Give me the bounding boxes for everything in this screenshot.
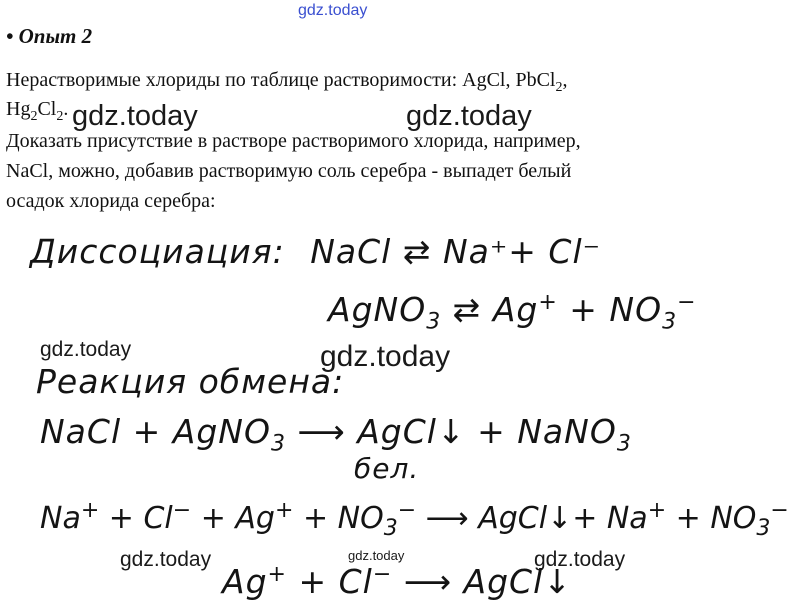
- eq5-part-c: ⟶ AgCl↓: [392, 562, 572, 601]
- eq2-part-c: + NO: [557, 290, 663, 329]
- eq4-sub2: 3: [756, 516, 771, 541]
- text-line-2-hg: Hg: [6, 98, 31, 120]
- dissociation-label: Диссоциация:: [30, 232, 285, 271]
- eq4-part-c: + Ag: [191, 501, 275, 536]
- eq4-part-a: Na: [40, 501, 81, 536]
- eq3-part-a: NaCl + AgNO: [40, 412, 271, 451]
- text-line-4: NaCl, можно, добавив растворимую соль серебра - выпадет белый: [6, 160, 572, 182]
- eq5-sup1: +: [267, 562, 287, 587]
- eq4-sup1: +: [80, 498, 100, 523]
- eq3-sub: 3: [270, 431, 286, 457]
- exchange-eq-molecular: [40, 412, 632, 457]
- dissociation-line: [30, 232, 601, 271]
- eq4-sup5: +: [647, 498, 667, 523]
- text-line-2: [6, 96, 68, 130]
- eq2-sup2: −: [677, 290, 697, 315]
- exchange-label: Реакция обмена:: [36, 362, 345, 401]
- eq4-sup3: +: [274, 498, 294, 523]
- eq3-part-b: ⟶ AgCl↓ + NaNO: [285, 412, 617, 451]
- text-line-1-main: Нерастворимые хлориды по таблице растворимости: AgCl, PbCl: [6, 69, 556, 91]
- watermark-left-small: gdz.today: [40, 338, 132, 361]
- eq3-sub2: 3: [616, 431, 632, 457]
- eq4-part-f: + NO: [666, 501, 757, 536]
- text-line-2-sub2: 2: [56, 109, 64, 124]
- eq2-part-b: ⇄ Ag: [441, 290, 539, 329]
- eq5-sup2: −: [372, 562, 393, 587]
- short-ionic-eq: [222, 562, 572, 601]
- eq5-part-a: Ag: [222, 562, 268, 601]
- eq2-sub: 3: [426, 309, 442, 335]
- dissociation-eq-nacl: NaCl ⇄ Na⁺+ Cl⁻: [310, 232, 602, 271]
- text-line-1: [6, 67, 568, 101]
- eq2-sub2: 3: [662, 309, 678, 335]
- precipitate-note: бел.: [354, 452, 420, 485]
- dissociation-eq-agno3: [328, 290, 697, 335]
- exchange-eq-full-ionic: [40, 498, 789, 541]
- text-line-2-cl: Cl: [37, 98, 57, 120]
- text-line-3: Доказать присутствие в растворе растворимого хлорида, например,: [6, 130, 581, 152]
- eq4-sup6: −: [770, 498, 789, 523]
- eq5-part-b: + Cl: [286, 562, 373, 601]
- text-line-5: осадок хлорида серебра:: [6, 190, 216, 212]
- text-line-2-sub1: 2: [30, 109, 38, 124]
- eq4-sup2: −: [172, 498, 192, 523]
- eq4-part-e: ⟶ AgCl↓+ Na: [416, 501, 648, 536]
- watermark-mid-right: gdz.today: [406, 100, 532, 132]
- text-line-1-comma: ,: [562, 69, 568, 91]
- eq4-sub: 3: [383, 516, 398, 541]
- eq2-sup1: +: [538, 290, 558, 315]
- watermark-bottom-right: gdz.today: [534, 548, 626, 571]
- eq2-part-a: AgNO: [328, 290, 427, 329]
- eq4-sup4: −: [397, 498, 417, 523]
- eq4-part-d: + NO: [293, 501, 384, 536]
- watermark-top: gdz.today: [298, 2, 368, 19]
- watermark-mid-left: gdz.today: [72, 100, 198, 132]
- watermark-bottom-left: gdz.today: [120, 548, 212, 571]
- eq4-part-b: + Cl: [99, 501, 173, 536]
- text-line-1-sub: 2: [555, 80, 563, 95]
- watermark-bottom-center: gdz.today: [348, 548, 405, 563]
- text-line-2-dot: .: [63, 98, 69, 120]
- watermark-center: gdz.today: [320, 340, 451, 373]
- experiment-heading: • Опыт 2: [6, 24, 93, 48]
